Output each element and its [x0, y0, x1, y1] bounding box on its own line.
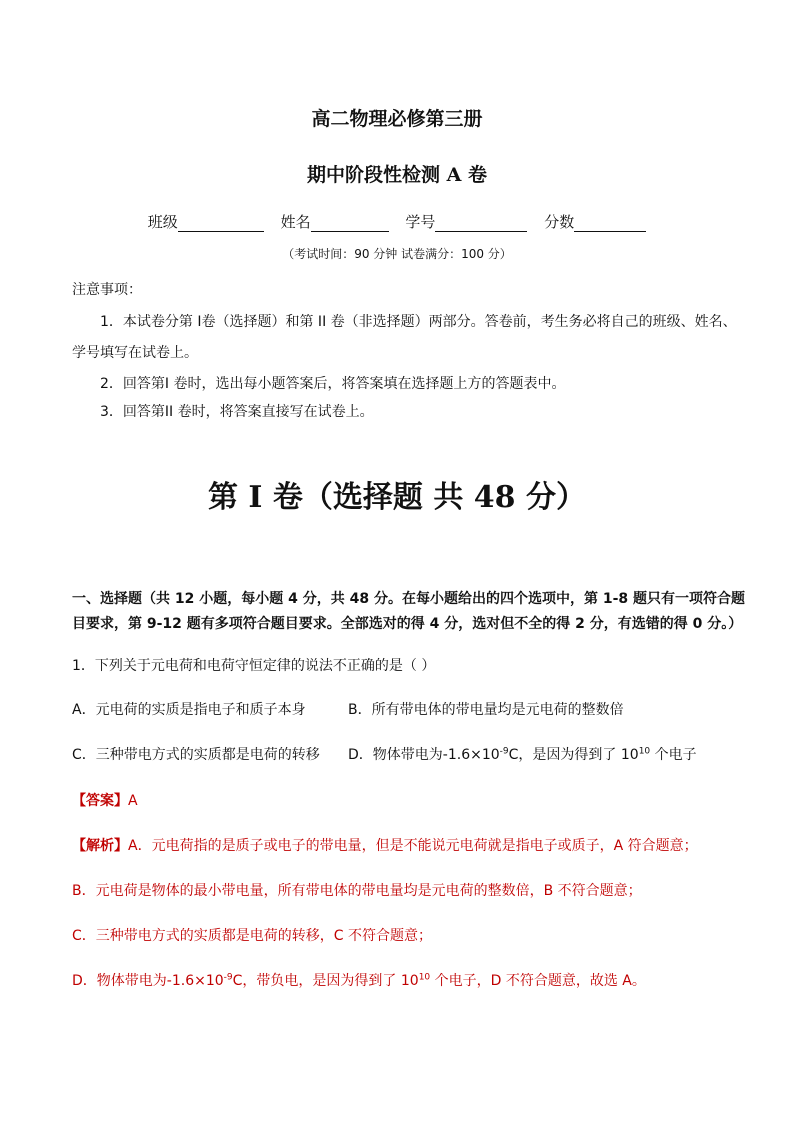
section-intro-line-2: 目要求，第 9-12 题有多项符合题目要求。全部选对的得 4 分，选对但不全的得 2 分，有选错的得 0 分。）	[72, 616, 743, 632]
answer-label: 【答案】	[72, 793, 128, 809]
answer-line	[72, 790, 138, 810]
analysis-d	[72, 970, 646, 990]
score-field[interactable]	[544, 211, 646, 232]
exam-subtitle: 期中阶段性检测 A 卷	[307, 164, 487, 186]
analysis-a	[72, 835, 698, 855]
analysis-c: C．三种带电方式的实质都是电荷的转移，C 不符合题意；	[72, 928, 432, 944]
class-field[interactable]	[148, 211, 264, 232]
score-blank	[574, 215, 646, 232]
student-info-fields	[0, 211, 794, 232]
section-title: 第 I 卷（选择题 共 48 分）	[207, 480, 586, 515]
analysis-b: B．元电荷是物体的最小带电量，所有带电体的带电量均是元电荷的整数倍，B 不符合题意；	[72, 883, 642, 899]
note-item-1-line-1: 1．本试卷分第 I卷（选择题）和第 II 卷（非选择题）两部分。答卷前，考生务必将自己的班级、姓名、	[100, 314, 737, 330]
name-field[interactable]	[281, 211, 389, 232]
answer-value: A	[128, 793, 138, 809]
option-d-exponent-1: -9	[499, 746, 509, 757]
note-item-2: 2．回答第I 卷时，选出每小题答案后，将答案填在选择题上方的答题表中。	[100, 376, 566, 392]
student-id-blank	[435, 215, 527, 232]
student-id-field[interactable]	[405, 211, 527, 232]
option-d-text-mid: C，是因为得到了 10	[508, 747, 639, 763]
class-blank	[178, 215, 264, 232]
name-blank	[311, 215, 389, 232]
student-id-label: 学号	[405, 213, 436, 231]
option-d[interactable]	[348, 744, 697, 764]
analysis-label: 【解析】	[72, 838, 128, 854]
name-label: 姓名	[280, 213, 311, 231]
analysis-a-text: A．元电荷指的是质子或电子的带电量，但是不能说元电荷就是指电子或质子，A 符合题意；	[128, 838, 698, 854]
analysis-d-exponent-2: 10	[418, 972, 431, 983]
section-intro-line-1: 一、选择题（共 12 小题，每小题 4 分，共 48 分。在每小题给出的四个选项中，第 1-8 题只有一项符合题	[72, 591, 745, 607]
option-d-text-start: D．物体带电为-1.6×10	[348, 747, 500, 763]
score-label: 分数	[544, 213, 575, 231]
option-b[interactable]: B．所有带电体的带电量均是元电荷的整数倍	[348, 702, 624, 718]
option-d-text-end: 个电子	[650, 747, 697, 763]
analysis-d-text-start: D．物体带电为-1.6×10	[72, 973, 224, 989]
notes-heading: 注意事项：	[72, 282, 142, 298]
analysis-d-text-mid: C，带负电，是因为得到了 10	[232, 973, 419, 989]
exam-info: （考试时间：90 分钟 试卷满分：100 分）	[282, 247, 512, 261]
class-label: 班级	[147, 213, 178, 231]
question-stem: 1．下列关于元电荷和电荷守恒定律的说法不正确的是（ ）	[72, 658, 436, 674]
option-a[interactable]: A．元电荷的实质是指电子和质子本身	[72, 702, 306, 718]
exam-title: 高二物理必修第三册	[311, 108, 483, 130]
analysis-d-exponent-1: -9	[223, 972, 233, 983]
option-c[interactable]: C．三种带电方式的实质都是电荷的转移	[72, 747, 320, 763]
note-item-3: 3．回答第II 卷时，将答案直接写在试卷上。	[100, 404, 374, 420]
analysis-d-text-end: 个电子，D 不符合题意，故选 A。	[430, 973, 646, 989]
note-item-1-line-2: 学号填写在试卷上。	[72, 345, 198, 361]
option-d-exponent-2: 10	[638, 746, 651, 757]
